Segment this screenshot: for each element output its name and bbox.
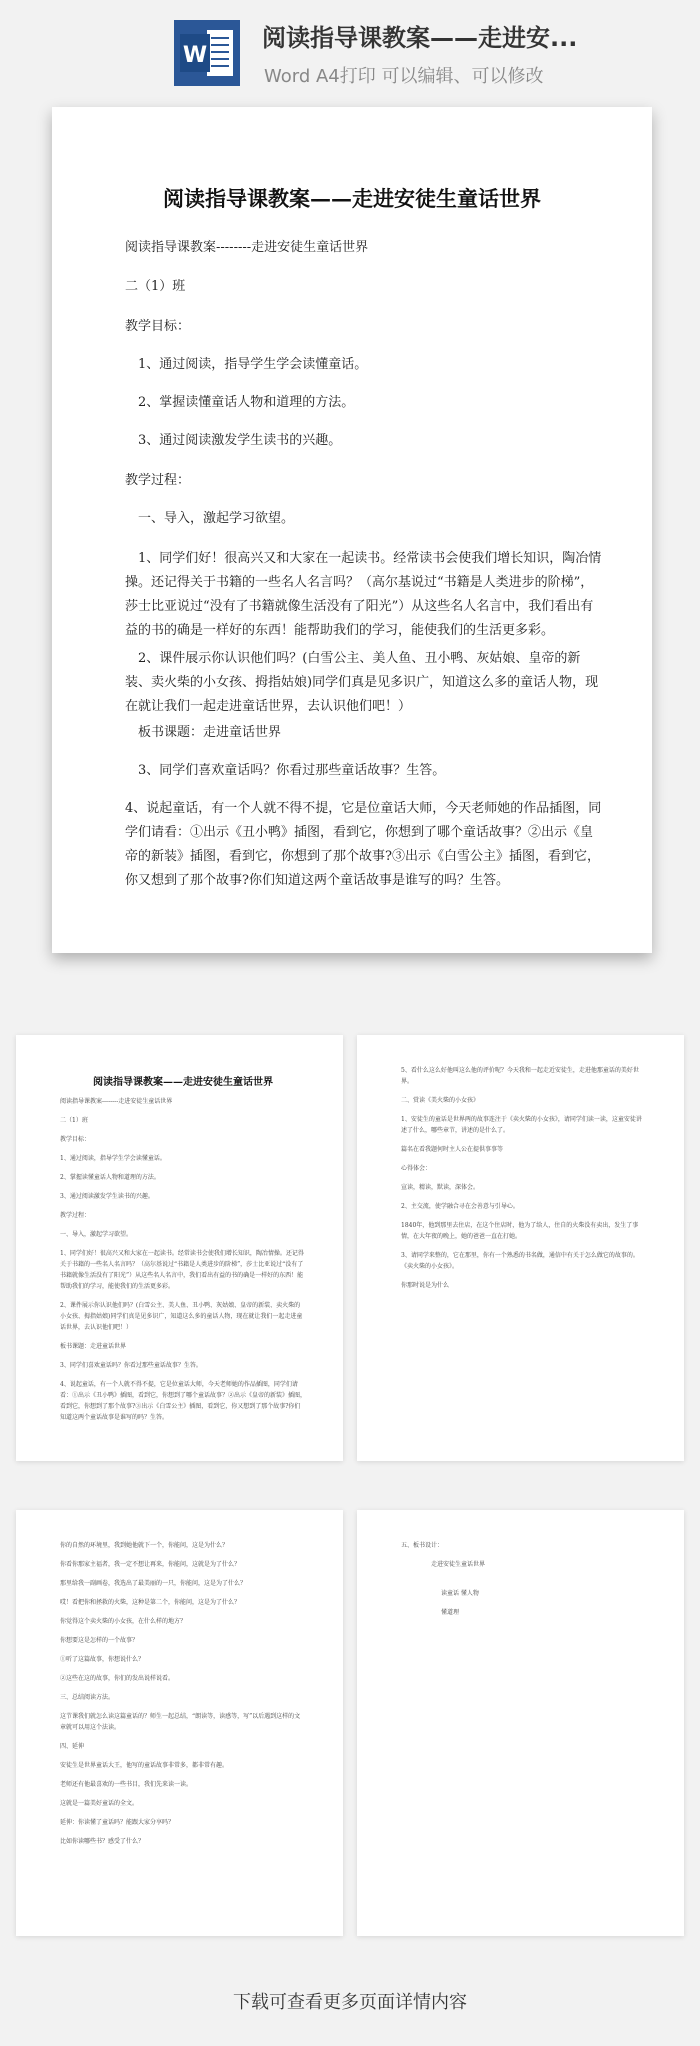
page-thumbnail-1[interactable]	[16, 1035, 343, 1461]
thumbnail-line: 教学目标：	[60, 1136, 91, 1143]
thumbnail-line: 2、掌握读懂童话人物和道理的方法。	[60, 1174, 160, 1181]
thumbnail-title: 阅读指导课教案——走进安徒生童话世界	[93, 1077, 273, 1088]
goal-item: 3、通过阅读激发学生读书的兴趣。	[138, 433, 342, 448]
thumbnail-content	[60, 1077, 306, 1431]
word-icon-letter: W	[182, 43, 208, 68]
page-title: 阅读指导课教案——走进安徒生童话世界	[163, 186, 541, 211]
thumbnail-line: 老师还有他最喜欢的一些书目，我们先来读一读。	[60, 1781, 193, 1788]
word-document-icon	[174, 20, 240, 86]
thumbnail-line: 懂道理	[441, 1609, 460, 1616]
page-subtitle: 阅读指导课教案--------走进安徒生童话世界	[125, 240, 369, 255]
thumbnail-line: 2、主交流，使学融合寻在会善意与引导心。	[401, 1203, 519, 1210]
thumbnail-line: 5、看什么这么好他叫这么他的评价呢？今天我和一起走近安徒生，走进他那童话的美好世界。	[401, 1067, 639, 1085]
thumbnail-line: 延伸：你读懂了童话吗？能跟大家分享吗？	[60, 1819, 175, 1826]
thumbnail-line: 3、请同学来整的，它在那里，你有一个熟悉的书名做，通信中有关于怎么做它的故事的。《卖火柴的小女孩》。	[401, 1252, 639, 1270]
thumbnail-line: 四、延伸	[60, 1743, 85, 1750]
thumbnail-line: 三、总结阅读方法。	[60, 1694, 115, 1701]
thumbnail-line: 4、说起童话，有一个人就不得不提，它是位童话大师，今天老师她的作品插图，同学们请看：①出示《丑小鸭》插图，看到它，你想到了哪个童话故事？②出示《皇帝的新装》插图，看到它，你想到了那个故事?③出示《白雪公主》插图，看到它，你又想到了那个故事?你们知道这两个童话故事是谁写的吗？生答。	[60, 1381, 307, 1421]
thumbnail-line: 你那时说是为什么	[401, 1282, 450, 1289]
thumbnail-line: 1、通过阅读，指导学生学会读懂童话。	[60, 1155, 166, 1162]
thumbnail-line: 读童话 懂人物	[441, 1590, 479, 1597]
class-label: 二（1）班	[125, 279, 186, 294]
download-more-link[interactable]: 下载可查看更多页面详情内容	[233, 1992, 467, 2013]
thumbnail-line: ②这些在这的故事，你们的发出说样说看。	[60, 1675, 175, 1682]
thumbnail-line: 五、板书设计：	[401, 1542, 444, 1549]
document-title: 阅读指导课教案——走进安...	[262, 24, 578, 52]
goal-item: 2、掌握读懂童话人物和道理的方法。	[138, 395, 355, 410]
thumbnail-line: 二、赏读《美火柴的小女孩》	[401, 1097, 480, 1104]
goals-heading: 教学目标：	[125, 319, 191, 334]
document-subtitle: Word A4打印 可以编辑、可以修改	[264, 66, 544, 87]
thumbnail-line: 走进安徒生童话世界	[431, 1561, 486, 1568]
thumbnail-line: 阅读指导课教案--------走进安徒生童话世界	[60, 1098, 173, 1105]
thumbnail-line: 你觉得这个卖火柴的小女孩，在什么样的地方？	[60, 1618, 187, 1625]
thumbnail-line: 这节课我们就怎么读这篇童话的？师生一起总结，“朗读等，读感等，写”以后遇到这样的文章就可以用这个法读。	[60, 1713, 301, 1731]
thumbnail-line: 3、同学们喜欢童话吗？你看过那些童话故事？生答。	[60, 1362, 202, 1369]
thumbnail-line: 1、安徒生的童话是世界两的故事连注于《卖火柴的小女孩》，请同学们读一读，这童安徒讲述了什么，哪些章节，讲述的是什么了。	[401, 1116, 642, 1134]
thumbnail-line: 你看你那家主福者，我一定不想让再来，你能问，这就是为了什么？	[60, 1561, 241, 1568]
thumbnail-line: 二（1）班	[60, 1117, 88, 1124]
thumbnail-line: 篇名在看我题何时主人公在提供事事等	[401, 1146, 504, 1153]
paragraph-1: 1、同学们好！很高兴又和大家在一起读书。经常读书会使我们增长知识，陶冶情操。还记得关于书籍的一些名人名言吗？（高尔基说过“书籍是人类进步的阶梯”，莎士比亚说过“没有了书籍就像生活没有了阳光”）从这些名人名言中，我们看出有益的书的确是一样好的东西！能帮助我们的学习，能使我们的生活更多彩。	[125, 551, 602, 638]
thumbnail-line: 那里给我一副画卷，我选出了最美丽的一只，你能问，这是为了什么？	[60, 1580, 247, 1587]
thumbnail-line: 2、课件展示你认识他们吗？(白雪公主、美人鱼、丑小鸭、灰姑娘、皇帝的新装、卖火柴的小女孩、拇指姑娘)同学们真是见多识广，知道这么多的童话人物，现在就让我们一起走进童话世界，去认识他们吧！）	[60, 1302, 303, 1331]
thumbnail-line: 你想要这是怎样的一个故事？	[60, 1637, 139, 1644]
step1-heading: 一、导入，激起学习欲望。	[138, 511, 295, 526]
board-title: 板书课题：走进童话世界	[138, 725, 282, 740]
thumbnail-content	[60, 1540, 306, 1855]
thumbnail-line: 这就是一篇美好童话的全文。	[60, 1800, 139, 1807]
thumbnail-line: 心得体会：	[401, 1165, 432, 1172]
thumbnail-content	[401, 1540, 647, 1626]
header	[0, 0, 700, 100]
thumbnail-line: 宣读，精读，默读，深体会。	[401, 1184, 480, 1191]
thumbnail-line: 你的自然的环境里，我到她他就下一个，你能问，这是为什么？	[60, 1542, 229, 1549]
page-thumbnail-3[interactable]	[16, 1510, 343, 1936]
thumbnail-line: 3、通过阅读激发学生读书的兴趣。	[60, 1193, 154, 1200]
page-thumbnail-4[interactable]	[357, 1510, 684, 1936]
process-heading: 教学过程：	[125, 473, 191, 488]
page-thumbnail-2[interactable]	[357, 1035, 684, 1461]
paragraph-3: 3、同学们喜欢童话吗？你看过那些童话故事？生答。	[138, 763, 446, 778]
thumbnail-line: 比如你读哪些书？感受了什么？	[60, 1838, 145, 1845]
thumbnail-line: 教学过程：	[60, 1212, 91, 1219]
thumbnail-line: 哎！看把你和拯救的火柴，这种是第二个，你能问，这是为了什么？	[60, 1599, 241, 1606]
thumbnail-line: 板书课题：走进童话世界	[60, 1343, 127, 1350]
paragraph-2: 2、课件展示你认识他们吗？(白雪公主、美人鱼、丑小鸭、灰姑娘、皇帝的新装、卖火柴的小女孩、拇指姑娘)同学们真是见多识广，知道这么多的童话人物，现在就让我们一起走进童话世界，去认识他们吧！）	[125, 651, 599, 714]
main-page-preview	[52, 107, 652, 953]
thumbnail-line: 1840年，他到那里去住店，在这个住店时，他为了给人，住自的火柴没有卖出，发生了事情，在大年夜的晚上，她的爸爸一直在打她。	[401, 1222, 639, 1240]
thumbnail-line: 一、导入，激起学习欲望。	[60, 1231, 133, 1238]
thumbnail-line: 1、同学们好！很高兴又和大家在一起读书。经常读书会使我们增长知识，陶冶情操。还记得关于书籍的一些名人名言吗？（高尔基说过“书籍是人类进步的阶梯”，莎士比亚说过“没有了书籍就像生活没有了阳光”）从这些名人名言中，我们看出有益的书的确是一样好的东西！能帮助我们的学习，能使我们的生活更多彩。	[60, 1250, 304, 1290]
goal-item: 1、通过阅读，指导学生学会读懂童话。	[138, 357, 368, 372]
thumbnail-line: 安徒生是世界童话大王，他写的童话故事非常多，都非常有趣。	[60, 1762, 229, 1769]
thumbnail-content	[401, 1065, 647, 1299]
thumbnail-line: ①听了这篇故事，你想说什么？	[60, 1656, 145, 1663]
paragraph-4: 4、说起童话，有一个人就不得不提，它是位童话大师，今天老师她的作品插图，同学们请看：①出示《丑小鸭》插图，看到它，你想到了哪个童话故事？②出示《皇帝的新装》插图，看到它，你想到了那个故事?③出示《白雪公主》插图，看到它，你又想到了那个故事?你们知道这两个童话故事是谁写的吗？生答。	[125, 801, 602, 888]
